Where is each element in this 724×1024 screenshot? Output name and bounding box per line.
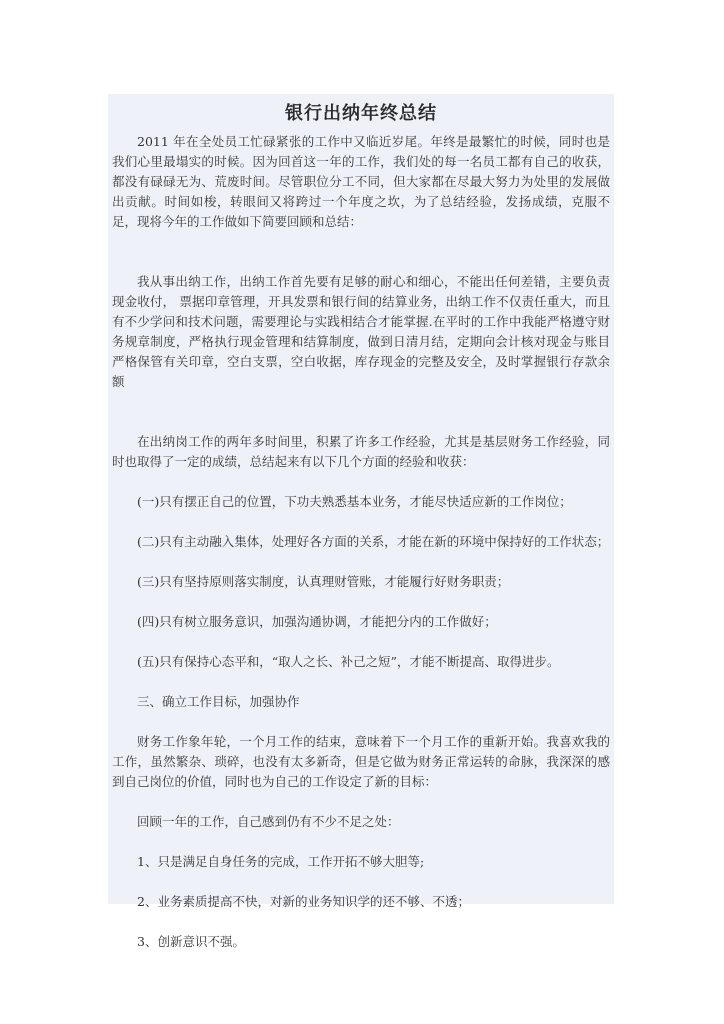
paragraph-shortcomings-intro: 回顾一年的工作，自己感到仍有不少不足之处： bbox=[137, 814, 400, 829]
shortcoming-item-3: 3、创新意识不强。 bbox=[137, 934, 245, 949]
paragraph-duties: 我从事出纳工作，出纳工作首先要有足够的耐心和细心，不能出任何差错，主要负责现金收付， 票据印章管理，开具发票和银行间的结算业务，出纳工作不仅责任重大，而且有不少学问和技术问题，需要理论与实践相结合才能掌握.在平时的工作中我能严格遵守财务规章制度，严格执行现金管理和结算制度，做到日清月结，定期向会计核对现金与账目严格保管有关印章，空白支票，空白收据，库存现金的完整及安全，及时掌握银行存款余额 bbox=[112, 274, 610, 389]
list-item-3: (三)只有坚持原则落实制度，认真理财管账，才能履行好财务职责； bbox=[137, 574, 510, 589]
list-item-5: (五)只有保持心态平和，“取人之长、补己之短”，才能不断提高、取得进步。 bbox=[137, 654, 560, 669]
list-item-4: (四)只有树立服务意识，加强沟通协调，才能把分内的工作做好； bbox=[137, 614, 497, 629]
document-body bbox=[112, 94, 610, 952]
document-panel bbox=[108, 94, 614, 949]
section-heading-goals: 三、确立工作目标，加强协作 bbox=[137, 694, 300, 709]
list-item-1: (一)只有摆正自己的位置，下功夫熟悉基本业务，才能尽快适应新的工作岗位； bbox=[137, 494, 572, 509]
shortcoming-item-1: 1、只是满足自身任务的完成，工作开拓不够大胆等; bbox=[137, 854, 425, 869]
list-item-2: (二)只有主动融入集体，处理好各方面的关系，才能在新的环境中保持好的工作状态； bbox=[137, 534, 610, 549]
shortcoming-item-2: 2、业务素质提高不快，对新的业务知识学的还不够、不透； bbox=[137, 894, 470, 909]
paragraph-experience: 在出纳岗工作的两年多时间里，积累了许多工作经验，尤其是基层财务工作经验，同时也取得了一定的成绩，总结起来有以下几个方面的经验和收获： bbox=[112, 434, 610, 469]
document-title: 银行出纳年终总结 bbox=[285, 103, 437, 124]
paragraph-goals: 财务工作象年轮，一个月工作的结束，意味着下一个月工作的重新开始。我喜欢我的工作，虽然繁杂、琐碎，也没有太多新奇，但是它做为财务正常运转的命脉，我深深的感到自己岗位的价值，同时也为自己的工作设定了新的目标： bbox=[112, 734, 610, 789]
paragraph-intro: 2011 年在全处员工忙碌紧张的工作中又临近岁尾。年终是最繁忙的时候，同时也是我们心里最塌实的时候。因为回首这一年的工作，我们处的每一名员工都有自己的收获，都没有碌碌无为、荒废时间。尽管职位分工不同，但大家都在尽最大努力为处里的发展做出贡献。时间如梭，转眼间又将跨过一个年度之坎，为了总结经验，发扬成绩，克服不足，现将今年的工作做如下简要回顾和总结： bbox=[112, 134, 610, 229]
